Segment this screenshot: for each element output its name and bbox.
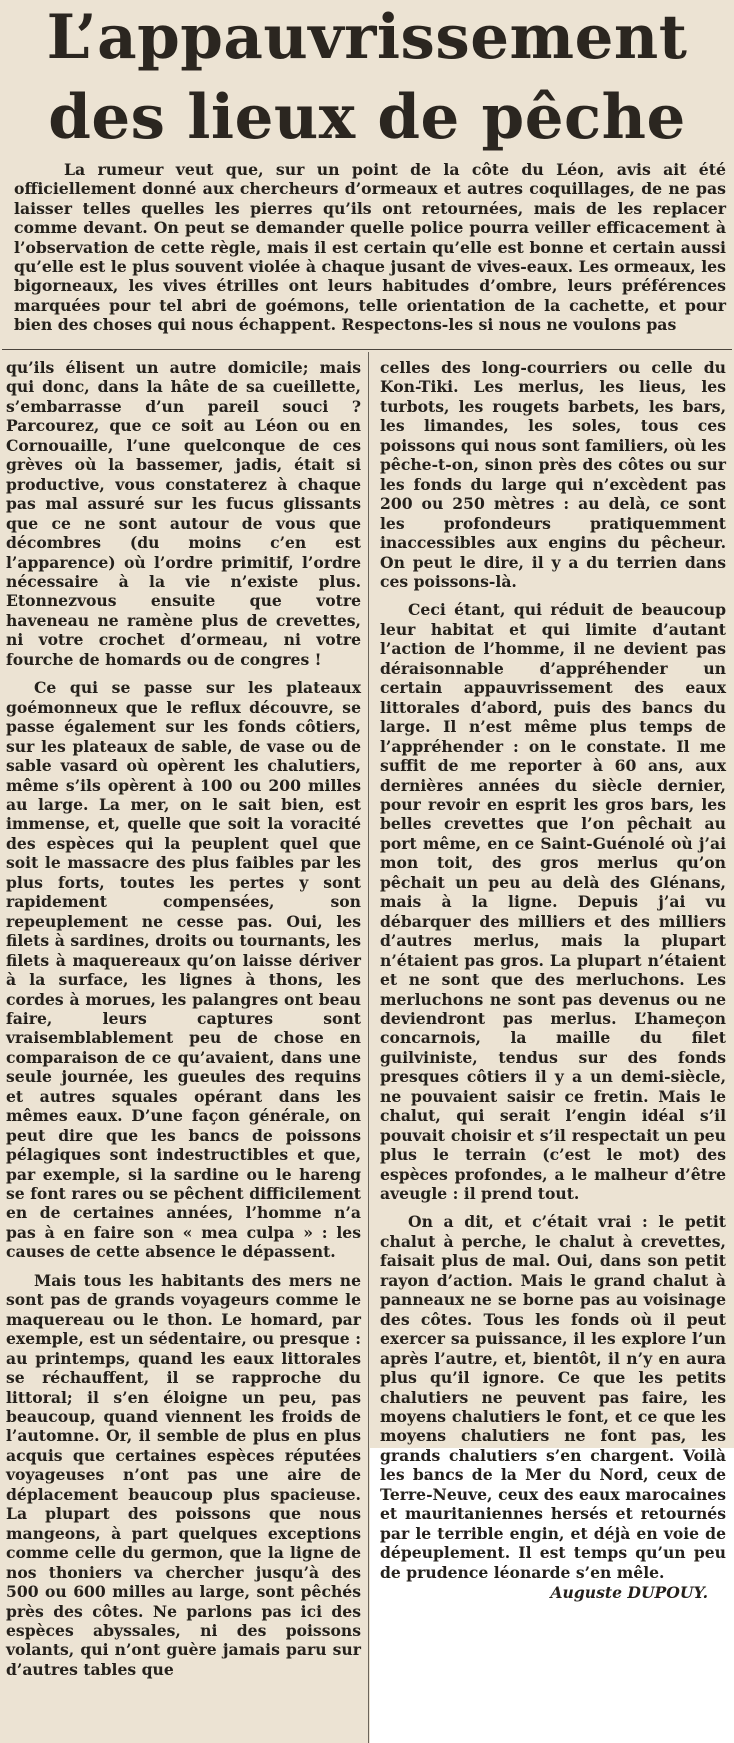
paragraph: Ceci étant, qui réduit de beaucoup leur habitat et qui limite d’autant l’action de l’homme, il ne devient pas déraisonnable d’appréhender un certain appauvrissement des eaux littorales d’abord, puis des bancs du large. Il n’est même plus temps de l’appréhender : on le constate. Il me suffit de me reporter à 60 ans, aux dernières années du siècle dernier, pour revoir en esprit les gros bars, les belles crevettes que l’on pêchait au port même, en ce Saint-Guénolé où j’ai mon toit, des gros merlus qu’on pêchait un peu au delà des Glénans, mais à la ligne. Depuis j’ai vu débarquer des milliers et des milliers d’autres merlus, mais la plupart n’étaient pas gros. La plupart n’étaient et ne sont que des merluchons. Les merluchons ne sont pas devenus ou ne deviendront pas merlus. L’hameçon concarnois, la maille du filet guilviniste, tendus sur des fonds presques côtiers il y a un demi-siècle, ne pouvaient saisir ce fretin. Mais le chalut, qui serait l’engin idéal s’il pouvait choisir et s’il respectait un peu plus le terrain (c’est le mot) des espèces profondes, a le malheur d’être aveugle : il prend tout. [380,600,726,1204]
column-separator [368,352,369,1743]
column-right [380,358,726,1603]
author-signature: Auguste DUPOUY. [550,1583,708,1603]
column-left [6,358,361,1679]
headline-line-1: L’appauvrissement [46,2,688,73]
paragraph: qu’ils élisent un autre domicile; mais qui donc, dans la hâte de sa cueillette, s’embarrasse d’un pareil souci ? Parcourez, que ce soit au Léon ou en Cornouaille, l’une quelconque de ces grèves où la bassemer, jadis, était si productive, vous constaterez à chaque pas mal assuré sur les fucus glissants que ce ne sont autour de vous que décombres (du moins c’en est l’apparence) où l’ordre primitif, l’ordre nécessaire à la vie n’existe plus. Etonnezvous ensuite que votre haveneau ne ramène plus de crevettes, ni votre crochet d’ormeau, ni votre fourche de homards ou de congres ! [6,358,361,669]
paragraph: Ce qui se passe sur les plateaux goémonneux que le reflux découvre, se passe également sur les fonds côtiers, sur les plateaux de sable, de vase ou de sable vasard où opèrent les chalutiers, même s’ils opèrent à 100 ou 200 milles au large. La mer, on le sait bien, est immense, et, quelle que soit la voracité des espèces qui la peuplent quel que soit le massacre des plus faibles par les plus forts, toutes les pertes y sont rapidement compensées, son repeuplement ne cesse pas. Oui, les filets à sardines, droits ou tournants, les filets à maquereaux qu’on laisse dériver à la surface, les lignes à thons, les cordes à morues, les palangres ont beau faire, leurs captures sont vraisemblablement peu de chose en comparaison de ce qu’avaient, dans une seule journée, les gueules des requins et autres squales opérant dans les mêmes eaux. D’une façon générale, on peut dire que les bancs de poissons pélagiques sont indestructibles et que, par exemple, si la sardine ou le hareng se font rares ou se pêchent difficilement en de certaines années, l’homme n’a pas à en faire son « mea culpa » : les causes de cette absence le dépassent. [6,678,361,1262]
paragraph: On a dit, et c’était vrai : le petit chalut à perche, le chalut à crevettes, faisait plus de mal. Oui, dans son petit rayon d’action. Mais le grand chalut à panneaux ne se borne pas au voisinage des côtes. Tous les fonds où il peut exercer sa puissance, il les explore l’un après l’autre, et, bientôt, il n’y en aura plus qu’il ignore. Ce que les petits chalutiers ne peuvent pas faire, les moyens chalutiers le font, et ce que les moyens chalutiers ne font pas, les grands chalutiers s’en chargent. Voilà les bancs de la Mer du Nord, ceux de Terre-Neuve, ceux des eaux marocaines et mauritaniennes hersés et retournés par le terrible engin, et déjà en voie de dépeuplement. Il est temps qu’un peu de prudence léonarde s’en mêle. [380,1212,726,1582]
article-lead: La rumeur veut que, sur un point de la côte du Léon, avis ait été officiellement donné aux chercheurs d’ormeaux et autres coquillages, de ne pas laisser telles quelles les pierres qu’ils ont retournées, mais de les replacer comme devant. On peut se demander quelle police pourra veiller efficacement à l’observation de cette règle, mais il est certain qu’elle est bonne et certain aussi qu’elle est le plus souvent violée à chaque jusant de vives-eaux. Les ormeaux, les bigorneaux, les vives étrilles ont leurs habitudes d’ombre, leurs préférences marquées pour tel abri de goémons, telle orientation de la cachette, et pour bien des choses qui nous échappent. Respectons-les si nous ne voulons pas [14,160,726,335]
horizontal-rule [2,349,732,350]
headline-line-2: des lieux de pêche [48,82,686,153]
paragraph: Mais tous les habitants des mers ne sont pas de grands voyageurs comme le maquereau ou le thon. Le homard, par exemple, est un sédentaire, ou presque : au printemps, quand les eaux littorales se réchauffent, il se rapproche du littoral; il s’en éloigne un peu, pas beaucoup, quand viennent les froids de l’automne. Or, il semble de plus en plus acquis que certaines espèces réputées voyageuses n’ont pas une aire de déplacement beaucoup plus spacieuse. La plupart des poissons que nous mangeons, à part quelques exceptions comme celle du germon, que la ligne de nos thoniers va chercher jusqu’à des 500 ou 600 milles au large, sont pêchés près des côtes. Ne parlons pas ici des espèces abyssales, ni des poissons volants, qui n’ont guère jamais paru sur d’autres tables que [6,1270,361,1679]
paragraph: celles des long-courriers ou celle du Kon-Tiki. Les merlus, les lieus, les turbots, les rougets barbets, les bars, les limandes, les soles, tous ces poissons qui nous sont familiers, où les pêche-t-on, sinon près des côtes ou sur les fonds du large qui n’excèdent pas 200 ou 250 mètres : au delà, ce sont les profondeurs pratiquemment inaccessibles aux engins du pêcheur. On peut le dire, il y a du terrien dans ces poissons-là. [380,358,726,591]
